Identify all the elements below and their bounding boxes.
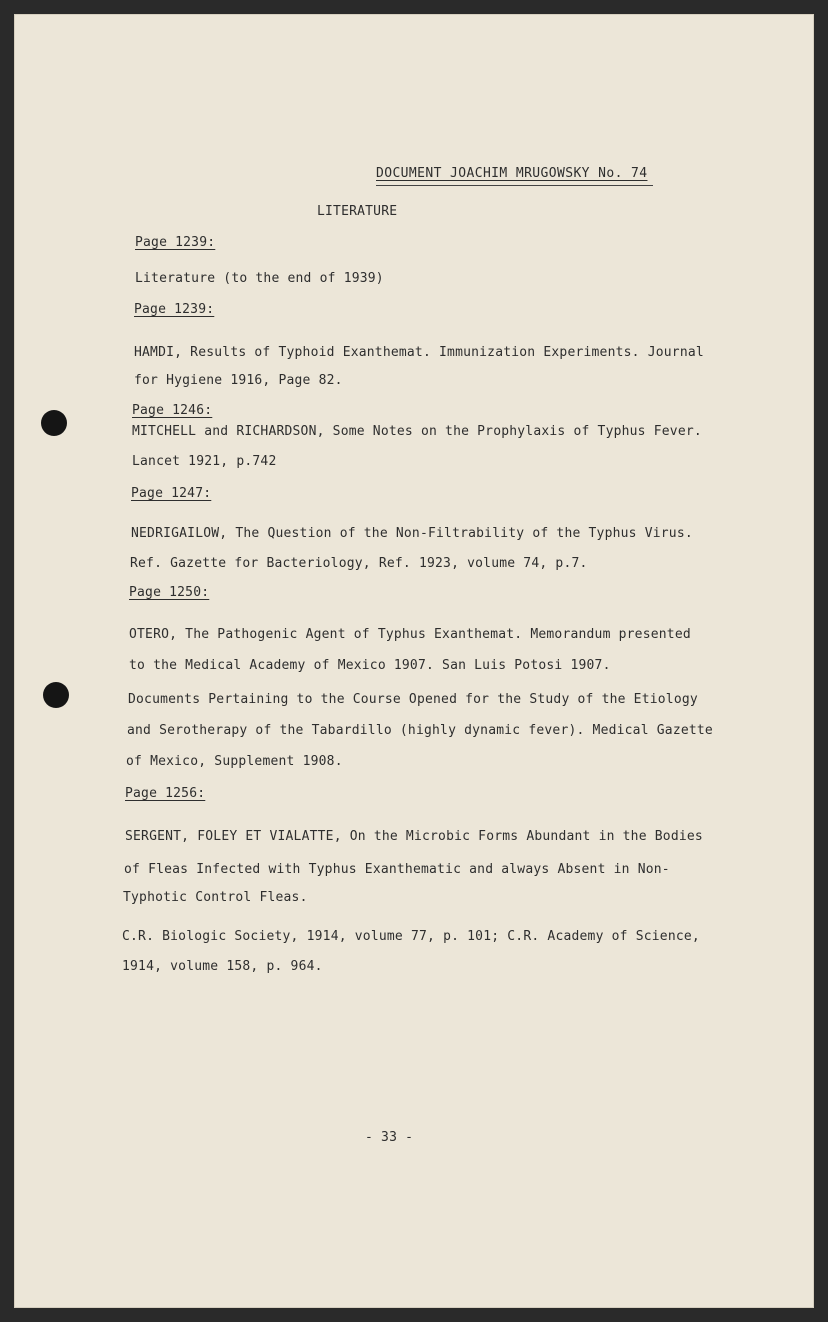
- text-line: Typhotic Control Fleas.: [123, 890, 308, 905]
- text-line: Literature (to the end of 1939): [135, 271, 384, 286]
- page-heading: Page 1256:: [125, 786, 206, 801]
- text-line: SERGENT, FOLEY ET VIALATTE, On the Microbic Forms Abundant in the Bodies: [125, 829, 703, 844]
- page-heading: Page 1239:: [134, 302, 215, 317]
- page-heading: Page 1246:: [132, 403, 213, 418]
- page-heading: Page 1247:: [131, 486, 212, 501]
- text-line: HAMDI, Results of Typhoid Exanthemat. Immunization Experiments. Journal: [134, 345, 704, 360]
- page-heading: Page 1250:: [129, 585, 210, 600]
- text-line: OTERO, The Pathogenic Agent of Typhus Exanthemat. Memorandum presented: [129, 627, 691, 642]
- text-line: Lancet 1921, p.742: [132, 454, 277, 469]
- page-heading: Page 1239:: [135, 235, 216, 250]
- text-line: of Mexico, Supplement 1908.: [126, 754, 343, 769]
- page-number: - 33 -: [365, 1130, 414, 1145]
- document-id-rule: [376, 185, 653, 186]
- text-line: of Fleas Infected with Typhus Exanthematic and always Absent in Non-: [124, 862, 670, 877]
- text-line: for Hygiene 1916, Page 82.: [134, 373, 343, 388]
- text-line: 1914, volume 158, p. 964.: [122, 959, 323, 974]
- text-line: MITCHELL and RICHARDSON, Some Notes on the Prophylaxis of Typhus Fever.: [132, 424, 702, 439]
- text-line: Documents Pertaining to the Course Opened for the Study of the Etiology: [128, 692, 698, 707]
- document-title: LITERATURE: [317, 204, 398, 219]
- text-line: NEDRIGAILOW, The Question of the Non-Filtrability of the Typhus Virus.: [131, 526, 693, 541]
- document-id: DOCUMENT JOACHIM MRUGOWSKY No. 74: [376, 166, 648, 181]
- punch-hole: [43, 682, 69, 708]
- text-line: Ref. Gazette for Bacteriology, Ref. 1923, volume 74, p.7.: [130, 556, 588, 571]
- text-line: to the Medical Academy of Mexico 1907. San Luis Potosi 1907.: [129, 658, 611, 673]
- paper-sheet: [14, 14, 814, 1308]
- text-line: and Serotherapy of the Tabardillo (highly dynamic fever). Medical Gazette: [127, 723, 713, 738]
- text-line: C.R. Biologic Society, 1914, volume 77, p. 101; C.R. Academy of Science,: [122, 929, 700, 944]
- punch-hole: [41, 410, 67, 436]
